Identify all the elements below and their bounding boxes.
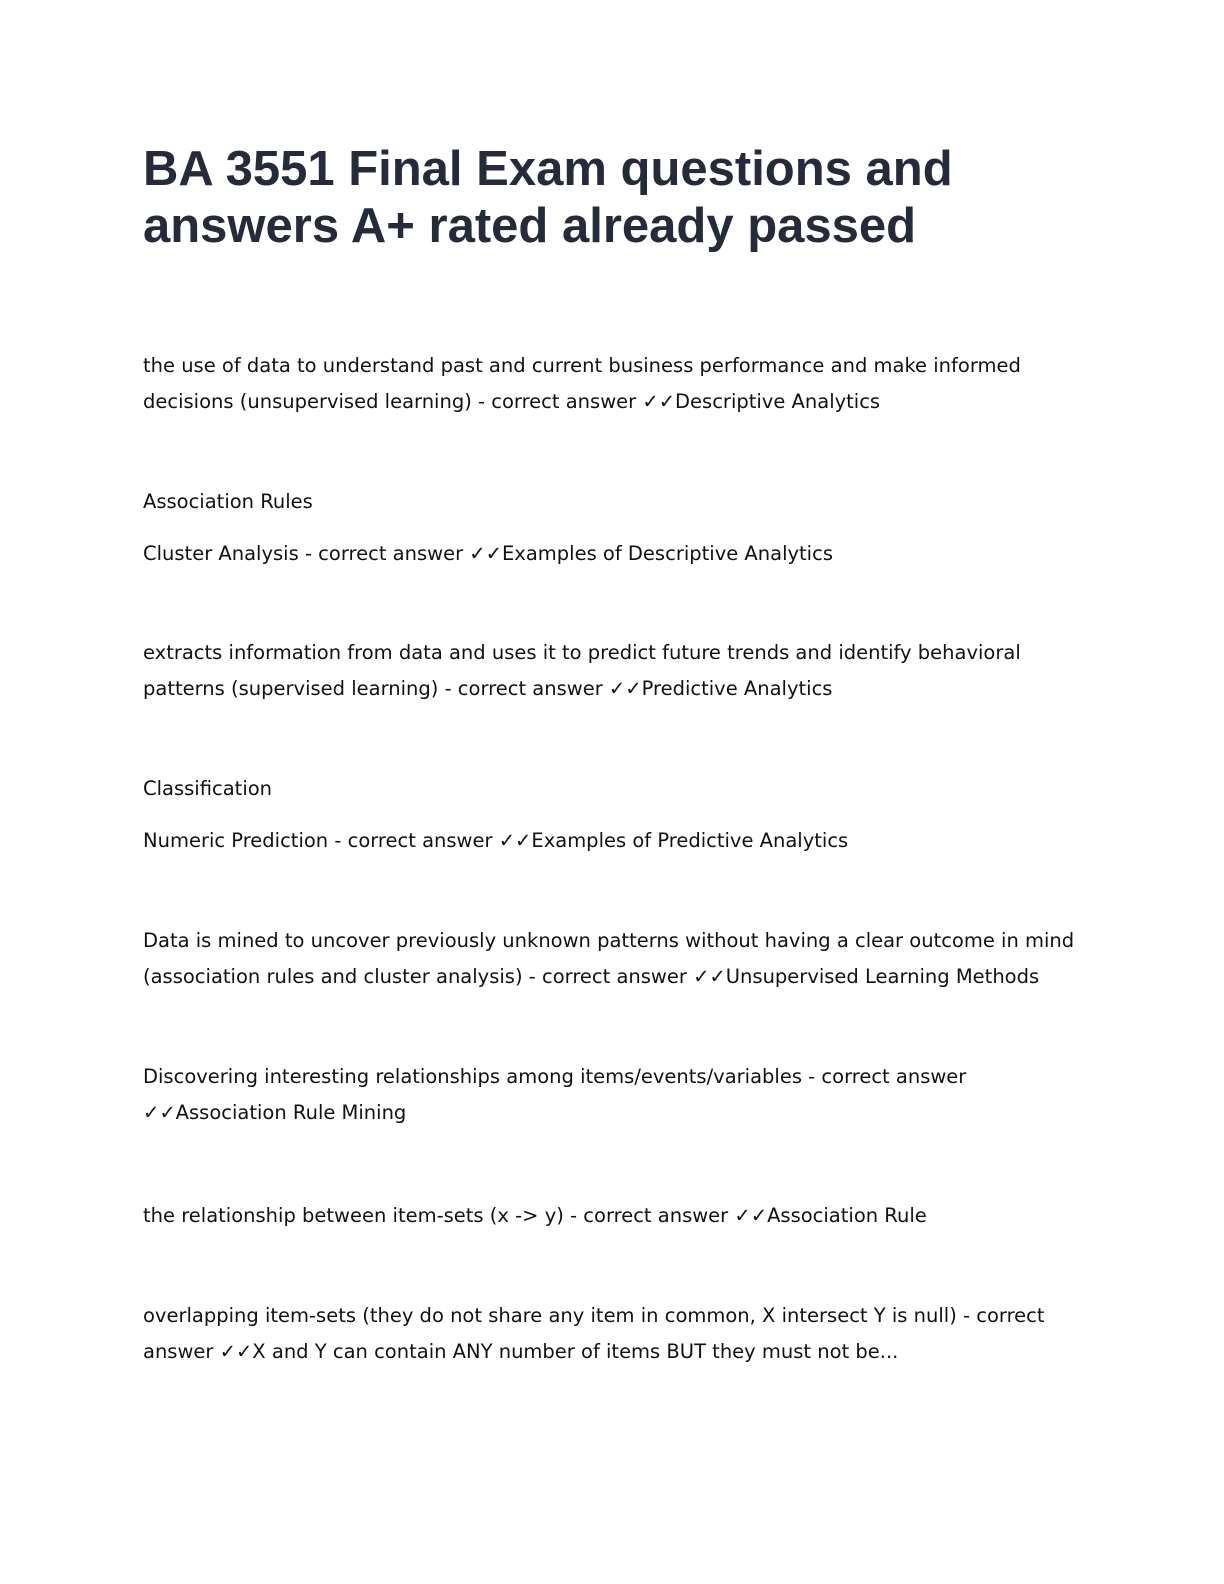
text-line: Association Rules xyxy=(143,490,313,513)
qa-paragraph-association-rule-mining xyxy=(143,1059,1083,1131)
text-line: Discovering interesting relationships among items/events/variables - correct answer xyxy=(143,1065,967,1088)
text-line: the use of data to understand past and current business performance and make informed xyxy=(143,354,1021,377)
qa-paragraph-unsupervised-learning xyxy=(143,923,1083,995)
title-line: BA 3551 Final Exam questions and xyxy=(143,142,953,196)
document-title xyxy=(143,141,1103,255)
text-line: (association rules and cluster analysis) - correct answer ✓✓Unsupervised Learning Methods xyxy=(143,965,1040,988)
text-line: decisions (unsupervised learning) - correct answer ✓✓Descriptive Analytics xyxy=(143,390,881,413)
qa-paragraph-classification xyxy=(143,771,1083,807)
text-line: patterns (supervised learning) - correct answer ✓✓Predictive Analytics xyxy=(143,677,833,700)
text-line: Data is mined to uncover previously unknown patterns without having a clear outcome in mind xyxy=(143,929,1075,952)
qa-paragraph-predictive-analytics xyxy=(143,635,1083,707)
text-line: ✓✓Association Rule Mining xyxy=(143,1101,407,1124)
text-line: Classification xyxy=(143,777,273,800)
qa-paragraph-association-rule xyxy=(143,1198,1083,1234)
text-line: answer ✓✓X and Y can contain ANY number of items BUT they must not be... xyxy=(143,1340,899,1363)
text-line: Numeric Prediction - correct answer ✓✓Examples of Predictive Analytics xyxy=(143,829,849,852)
qa-paragraph-association-rules xyxy=(143,484,1083,520)
qa-paragraph-numeric-prediction xyxy=(143,823,1083,859)
qa-paragraph-cluster-analysis xyxy=(143,536,1083,572)
qa-paragraph-item-sets xyxy=(143,1298,1083,1370)
title-line: answers A+ rated already passed xyxy=(143,199,917,253)
text-line: extracts information from data and uses it to predict future trends and identify behavioral xyxy=(143,641,1021,664)
text-line: overlapping item-sets (they do not share any item in common, X intersect Y is null) - correct xyxy=(143,1304,1045,1327)
text-line: Cluster Analysis - correct answer ✓✓Examples of Descriptive Analytics xyxy=(143,542,833,565)
text-line: the relationship between item-sets (x -> y) - correct answer ✓✓Association Rule xyxy=(143,1204,927,1227)
qa-paragraph-descriptive-analytics xyxy=(143,348,1083,420)
